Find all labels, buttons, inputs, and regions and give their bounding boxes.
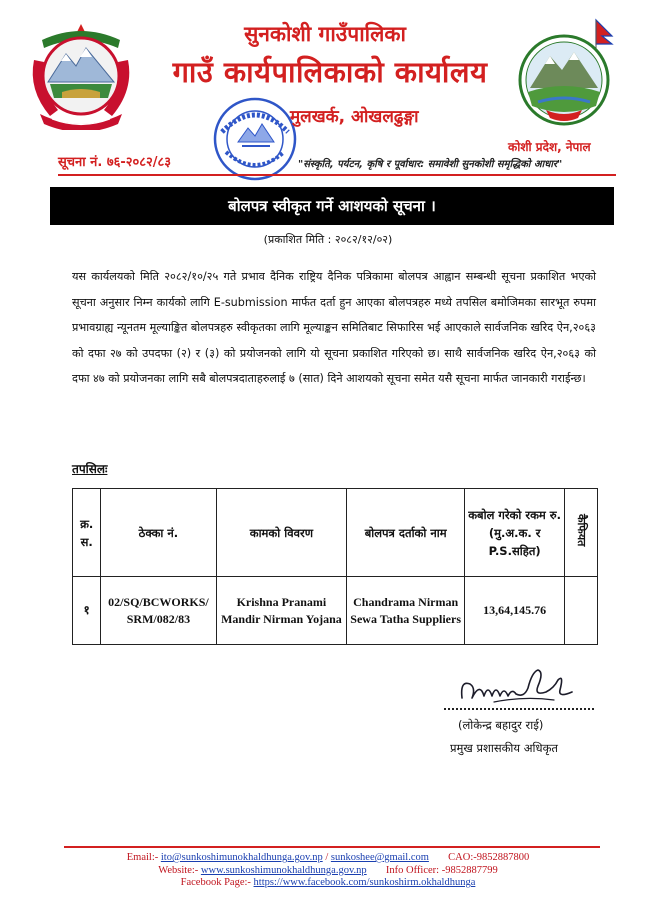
published-date: (प्रकाशित मिति : २०८२/१२/०२): [263, 233, 393, 246]
website-link[interactable]: www.sunkoshimunokhaldhunga.gov.np: [200, 864, 367, 876]
email-link-gmail[interactable]: sunkoshee@gmail.com: [330, 852, 429, 863]
signatory-name: (लोकेन्द्र बहादुर राई): [458, 718, 544, 732]
email-label: Email:-: [126, 852, 159, 863]
official-stamp-icon: [212, 96, 298, 182]
footer-divider: [64, 846, 600, 848]
office-location: मुलखर्क, ओखलढुङ्गा: [290, 107, 419, 127]
signature-icon: [454, 662, 580, 708]
cell-amount: 13,64,145.76: [465, 577, 565, 645]
header-bidder: बोलपत्र दर्ताको नाम: [347, 489, 465, 577]
signatory-title: प्रमुख प्रशासकीय अधिकृत: [450, 741, 558, 755]
nepal-flag-icon: [596, 20, 612, 48]
email-link-ito[interactable]: ito@sunkoshimunokhaldhunga.gov.np: [160, 852, 323, 863]
header-remarks: [565, 489, 598, 577]
header-remarks-text: कैफियत: [575, 513, 589, 547]
cell-remarks: [565, 577, 598, 645]
office-name: गाउँ कार्यपालिकाको कार्यालय: [172, 55, 488, 89]
info-officer-phone: Info Officer: -9852887799: [385, 864, 498, 876]
header-description: कामको विवरण: [216, 489, 347, 577]
municipality-logo-icon: [512, 18, 620, 130]
facebook-label: Facebook Page:-: [180, 877, 251, 888]
footer-website-line: [0, 865, 656, 878]
award-table: [72, 488, 598, 645]
header-divider: [58, 174, 616, 176]
table-row: [73, 577, 598, 645]
cell-serial: १: [73, 577, 101, 645]
cell-bidder: Chandrama Nirman Sewa Tatha Suppliers: [347, 577, 465, 645]
province-name: कोशी प्रदेश, नेपाल: [508, 140, 591, 154]
details-label: तपसिलः: [72, 462, 108, 476]
nepal-emblem-icon: [22, 20, 140, 130]
notice-title-text: बोलपत्र स्वीकृत गर्ने आशयको सूचना ।: [228, 197, 436, 215]
header-amount: कबोल गरेको रकम रु. (मु.अ.क. र P.S.सहित): [465, 489, 565, 577]
cao-phone: CAO:-9852887800: [448, 852, 530, 863]
website-label: Website:-: [158, 864, 199, 876]
municipality-name: सुनकोशी गाउँपालिका: [244, 22, 406, 46]
signature-line: [444, 708, 594, 710]
email-separator: /: [325, 852, 329, 863]
footer-email-line: [0, 852, 656, 865]
notice-body: यस कार्यलयको मिति २०८२/१०/२५ गते प्रभाव दैनिक राष्ट्रिय दैनिक पत्रिकामा बोलपत्र आह्वान सम्बन्धी सूचना प्रकाशित भएको सूचना अनुसार निम्न कार्यको लागि E-submission मार्फत दर्ता हुन आएका बोलपत्रहरु मध्ये तपसिल बमोजिमका सारभूत रुपमा प्रभावग्राह्य न्यूनतम मूल्याङ्कित बोलपत्रहरु स्वीकृतका लागि मूल्याङ्कन समितिबाट सिफारिस भई आएकाले सार्वजनिक खरिद ऐन,२०६३ को दफा २७ को उपदफा (२) र (३) को प्रयोजनको लागि यो सूचना प्रकाशित गरिएको छ। साथै सार्वजनिक खरिद ऐन,२०६३ को दफा ४७ को प्रयोजनका लागि सबै बोलपत्रदाताहरुलाई ७ (सात) दिने आशयको सूचना समेत यसै सूचना मार्फत जानकारी गराईन्छ।: [72, 270, 596, 385]
footer-contacts: [0, 852, 656, 890]
header-serial: क्र. स.: [73, 489, 101, 577]
municipality-motto: "संस्कृति, पर्यटन, कृषि र पूर्वाधार: समावेशी सुनकोशी समृद्धिको आधार": [298, 159, 563, 170]
header-contract-no: ठेक्का नं.: [101, 489, 216, 577]
notice-title: [50, 187, 614, 225]
cell-description: Krishna Pranami Mandir Nirman Yojana: [216, 577, 347, 645]
cell-contract-no: 02/SQ/BCWORKS/ SRM/082/83: [101, 577, 216, 645]
table-header-row: [73, 489, 598, 577]
facebook-link[interactable]: https://www.facebook.com/sunkoshirm.okhaldhunga: [253, 877, 476, 888]
footer-facebook-line: [0, 877, 656, 890]
notice-number: सूचना नं. ७६-२०८२/८३: [58, 155, 172, 170]
